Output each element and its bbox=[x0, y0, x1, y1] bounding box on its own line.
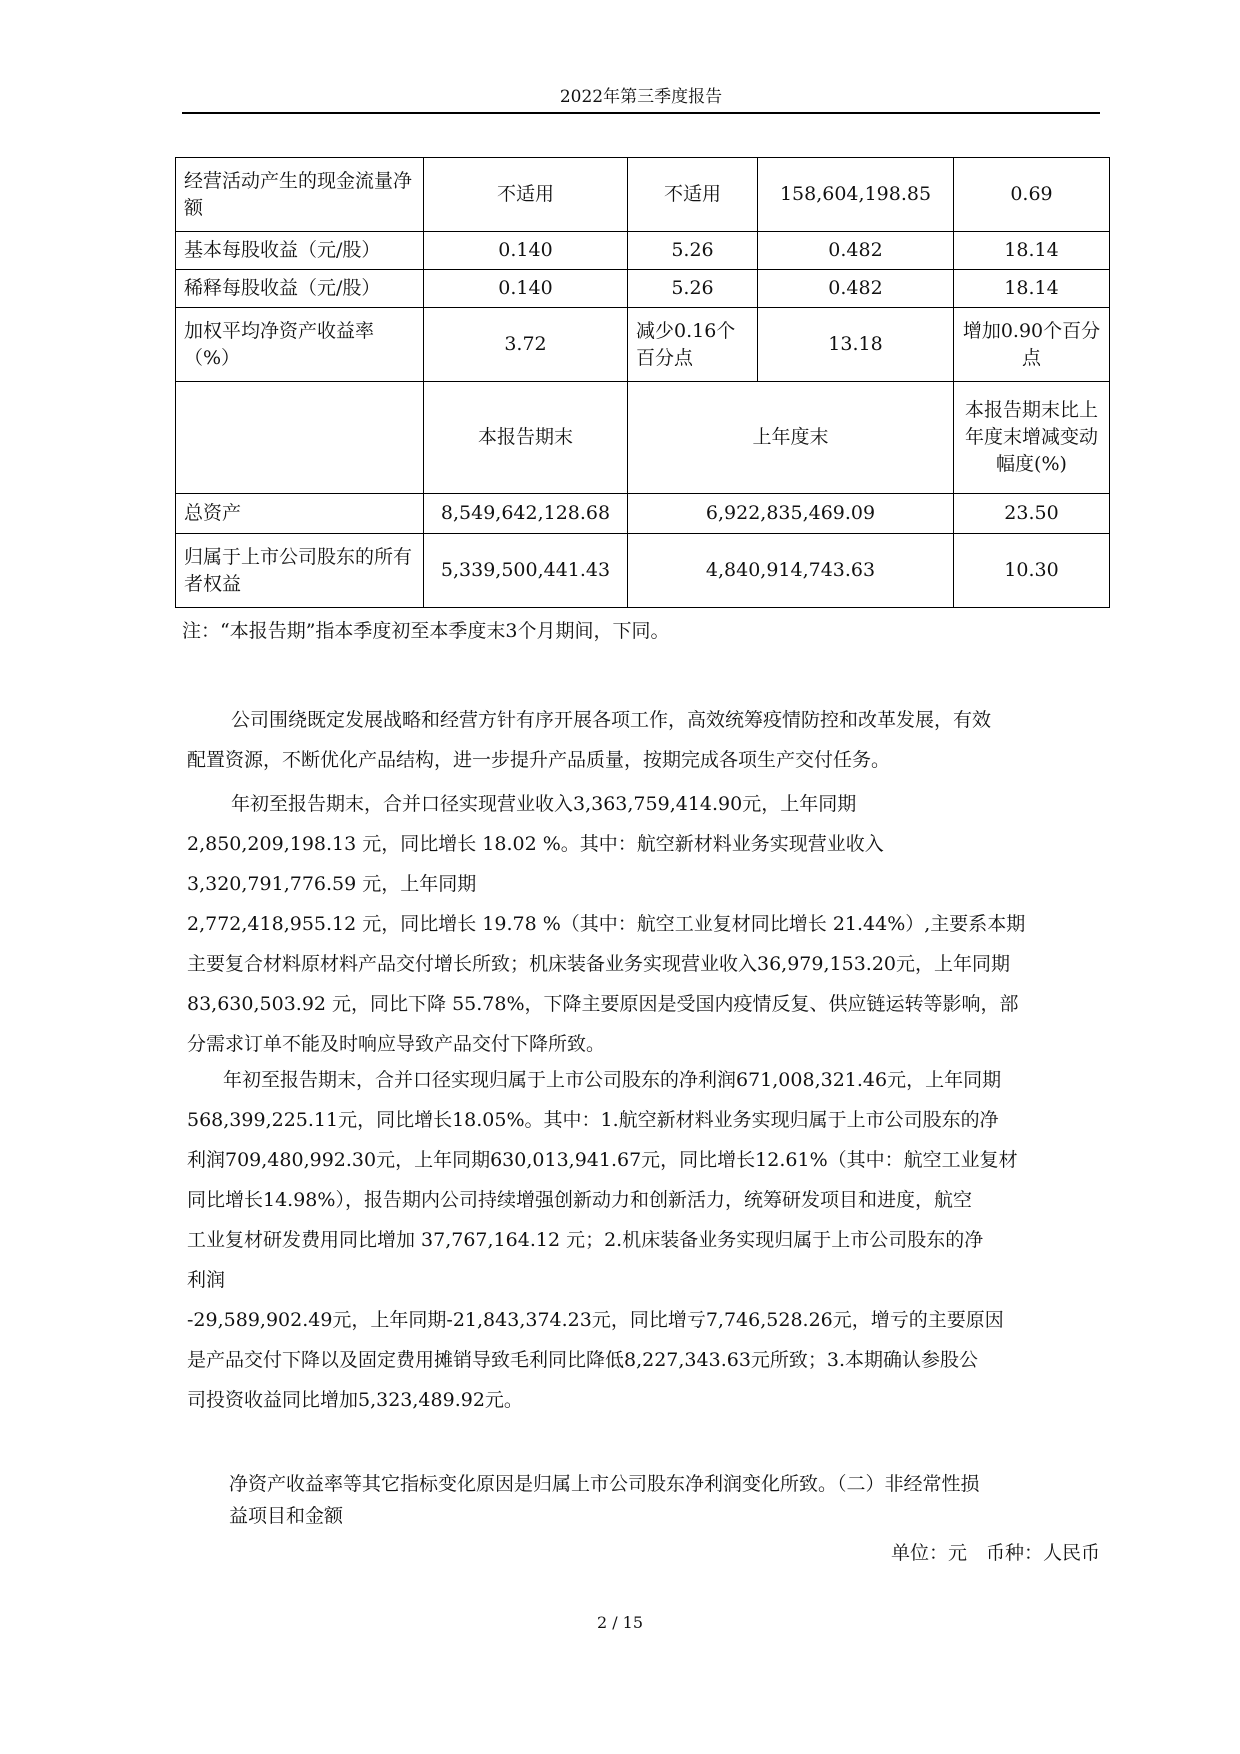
row-label: 归属于上市公司股东的所有者权益 bbox=[176, 534, 424, 608]
text-line: 净资产收益率等其它指标变化原因是归属上市公司股东净利润变化所致。（二）非经常性损 bbox=[229, 1473, 980, 1495]
text-line: 年初至报告期末，合并口径实现营业收入3,363,759,414.90元，上年同期 bbox=[231, 793, 857, 815]
paragraph-net-profit bbox=[187, 1060, 1107, 1420]
text-line: 配置资源，不断优化产品结构，进一步提升产品质量，按期完成各项生产交付任务。 bbox=[187, 749, 891, 771]
page-header-title: 2022年第三季度报告 bbox=[559, 87, 723, 107]
row-label: 经营活动产生的现金流量净额 bbox=[176, 158, 424, 232]
col-header-last-year-end: 上年度末 bbox=[628, 382, 954, 494]
text-line: 同比增长14.98%），报告期内公司持续增强创新动力和创新活力，统筹研发项目和进度，航空 bbox=[187, 1189, 972, 1211]
text-line: 年初至报告期末，合并口径实现归属于上市公司股东的净利润671,008,321.46元，上年同期 bbox=[223, 1069, 1002, 1091]
table-row bbox=[176, 232, 1110, 270]
text-line: 3,320,791,776.59 元，上年同期 bbox=[187, 873, 477, 895]
table-cell: 减少0.16个百分点 bbox=[628, 308, 758, 382]
paragraph-revenue bbox=[187, 784, 1107, 1064]
table-cell: 5.26 bbox=[628, 232, 758, 270]
text-line: 分需求订单不能及时响应导致产品交付下降所致。 bbox=[187, 1033, 606, 1055]
financial-indicators-table bbox=[175, 157, 1110, 608]
header-divider bbox=[182, 112, 1100, 114]
table-cell: 23.50 bbox=[954, 494, 1110, 534]
table-cell: 0.69 bbox=[954, 158, 1110, 232]
text-line: 利润 bbox=[187, 1269, 226, 1291]
text-line: 2,850,209,198.13 元，同比增长 18.02 %。其中：航空新材料业务实现营业收入 bbox=[187, 833, 884, 855]
text-line: 是产品交付下降以及固定费用摊销导致毛利同比降低8,227,343.63元所致；3.本期确认参股公 bbox=[187, 1349, 979, 1371]
table-cell: 4,840,914,743.63 bbox=[628, 534, 954, 608]
paragraph-strategy bbox=[187, 700, 1107, 780]
table-cell: 18.14 bbox=[954, 232, 1110, 270]
table-cell: 13.18 bbox=[758, 308, 954, 382]
text-line: 益项目和金额 bbox=[229, 1505, 344, 1527]
text-line: 83,630,503.92 元，同比下降 55.78%，下降主要原因是受国内疫情反复、供应链运转等影响，部 bbox=[187, 993, 1019, 1015]
table-row bbox=[176, 494, 1110, 534]
table-cell: 0.482 bbox=[758, 232, 954, 270]
text-line: 工业复材研发费用同比增加 37,767,164.12 元；2.机床装备业务实现归属于上市公司股东的净 bbox=[187, 1229, 984, 1251]
table-cell: 6,922,835,469.09 bbox=[628, 494, 954, 534]
text-line: -29,589,902.49元，上年同期-21,843,374.23元，同比增亏7,746,528.26元，增亏的主要原因 bbox=[187, 1309, 1004, 1331]
text-line: 2,772,418,955.12 元，同比增长 19.78 %（其中：航空工业复材同比增长 21.44%）,主要系本期 bbox=[187, 913, 1026, 935]
table-footnote: 注：“本报告期”指本季度初至本季度末3个月期间，下同。 bbox=[182, 620, 670, 642]
table-cell: 不适用 bbox=[424, 158, 628, 232]
col-header-change-pct: 本报告期末比上年度末增减变动幅度(%) bbox=[954, 382, 1110, 494]
text-line: 司投资收益同比增加5,323,489.92元。 bbox=[187, 1389, 523, 1411]
table-cell: 0.140 bbox=[424, 270, 628, 308]
table-subheader-row bbox=[176, 382, 1110, 494]
table-row bbox=[176, 308, 1110, 382]
text-line: 568,399,225.11元，同比增长18.05%。其中：1.航空新材料业务实现归属于上市公司股东的净 bbox=[187, 1109, 999, 1131]
table-cell: 0.140 bbox=[424, 232, 628, 270]
table-cell: 10.30 bbox=[954, 534, 1110, 608]
table-cell: 5.26 bbox=[628, 270, 758, 308]
row-label: 总资产 bbox=[176, 494, 424, 534]
row-label: 加权平均净资产收益率（%） bbox=[176, 308, 424, 382]
subheader-label bbox=[176, 382, 424, 494]
table-cell: 5,339,500,441.43 bbox=[424, 534, 628, 608]
row-label: 基本每股收益（元/股） bbox=[176, 232, 424, 270]
table-cell: 8,549,642,128.68 bbox=[424, 494, 628, 534]
table-cell: 3.72 bbox=[424, 308, 628, 382]
page-number: 2 / 15 bbox=[596, 1613, 644, 1632]
unit-currency-line: 单位：元 币种：人民币 bbox=[890, 1542, 1100, 1564]
paragraph-roe bbox=[229, 1468, 1109, 1532]
table-cell: 不适用 bbox=[628, 158, 758, 232]
table-row bbox=[176, 270, 1110, 308]
col-header-current-period-end: 本报告期末 bbox=[424, 382, 628, 494]
table-row bbox=[176, 158, 1110, 232]
table-cell: 0.482 bbox=[758, 270, 954, 308]
row-label: 稀释每股收益（元/股） bbox=[176, 270, 424, 308]
text-line: 利润709,480,992.30元，上年同期630,013,941.67元，同比增长12.61%（其中：航空工业复材 bbox=[187, 1149, 1018, 1171]
table-cell: 18.14 bbox=[954, 270, 1110, 308]
text-line: 公司围绕既定发展战略和经营方针有序开展各项工作，高效统筹疫情防控和改革发展，有效 bbox=[231, 709, 992, 731]
text-line: 主要复合材料原材料产品交付增长所致；机床装备业务实现营业收入36,979,153.20元，上年同期 bbox=[187, 953, 1011, 975]
table-row bbox=[176, 534, 1110, 608]
table-cell: 158,604,198.85 bbox=[758, 158, 954, 232]
table-cell: 增加0.90个百分点 bbox=[954, 308, 1110, 382]
